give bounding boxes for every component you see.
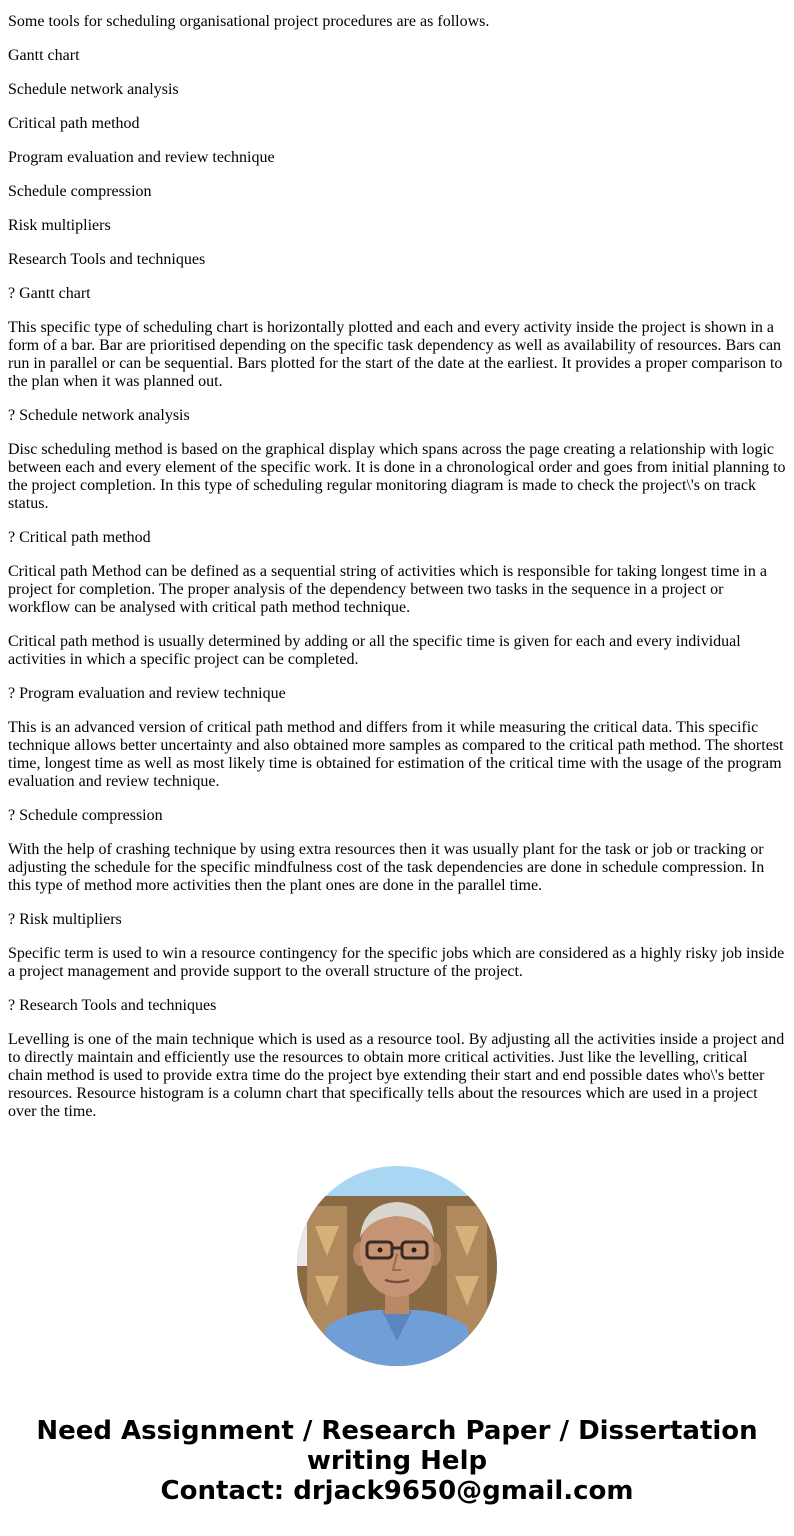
section-paragraph: This is an advanced version of critical path method and differs from it while measuring the critical data. This specific technique allows better uncertainty and also obtained more samples as compared to the critical path method. The shortest time, longest time as well as most likely time is obtained for estimation of the critical time with the usage of the program evaluation and review technique. [8, 719, 784, 790]
tool-list-item: Schedule network analysis [8, 81, 179, 98]
section-paragraph: This specific type of scheduling chart is horizontally plotted and each and every activity inside the project is shown in a form of a bar. Bar are prioritised depending on the specific task dependency as well as availability of resources. Bars can run in parallel or can be sequential. Bars plotted for the start of the date at the earliest. It provides a proper comparison to the plan when it was planned out. [8, 319, 783, 390]
promo-banner [0, 1416, 794, 1506]
intro-paragraph: Some tools for scheduling organisational project procedures are as follows. [8, 13, 490, 30]
promo-line: Need Assignment / Research Paper / Dissertation [36, 1416, 758, 1446]
section-heading-network: ? Schedule network analysis [8, 407, 190, 424]
promo-line: writing Help [306, 1446, 488, 1476]
tool-list-item: Gantt chart [8, 47, 80, 64]
tool-list-item: Research Tools and techniques [8, 251, 206, 268]
promo-contact: Contact: drjack9650@gmail.com [160, 1476, 634, 1506]
section-heading-compression: ? Schedule compression [8, 807, 163, 824]
section-heading-research-tools: ? Research Tools and techniques [8, 997, 217, 1014]
person-portrait-icon [297, 1166, 497, 1366]
article [0, 13, 794, 1121]
tool-list-item: Program evaluation and review technique [8, 149, 275, 166]
section-paragraph: With the help of crashing technique by using extra resources then it was usually plant for the task or job or tracking or adjusting the schedule for the specific mindfulness cost of the task dependencies are done in schedule compression. In this type of method more activities then the plant ones are done in the parallel time. [8, 841, 765, 894]
tool-list-item: Risk multipliers [8, 217, 111, 234]
avatar [297, 1166, 497, 1366]
section-heading-gantt: ? Gantt chart [8, 285, 91, 302]
section-heading-pert: ? Program evaluation and review technique [8, 685, 286, 702]
section-paragraph: Specific term is used to win a resource contingency for the specific jobs which are considered as a highly risky job inside a project management and provide support to the overall structure of the project. [8, 945, 785, 980]
tool-list-item: Schedule compression [8, 183, 152, 200]
section-heading-risk: ? Risk multipliers [8, 911, 122, 928]
section-paragraph: Disc scheduling method is based on the graphical display which spans across the page creating a relationship with logic between each and every element of the specific work. It is done in a chronological order and goes from initial planning to the project completion. In this type of scheduling regular monitoring diagram is made to check the project\'s on track status. [8, 441, 786, 512]
section-heading-critical-path: ? Critical path method [8, 529, 151, 546]
tool-list-item: Critical path method [8, 115, 140, 132]
section-paragraph: Critical path Method can be defined as a sequential string of activities which is responsible for taking longest time in a project for completion. The proper analysis of the dependency between two tasks in the sequence in a project or workflow can be analysed with critical path method technique. [8, 563, 767, 616]
section-paragraph: Critical path method is usually determined by adding or all the specific time is given for each and every individual activities in which a specific project can be completed. [8, 633, 741, 668]
section-paragraph: Levelling is one of the main technique which is used as a resource tool. By adjusting all the activities inside a project and to directly maintain and efficiently use the resources to obtain more critical activities. Just like the levelling, critical chain method is used to provide extra time do the project bye extending their start and end possible dates who\'s better resources. Resource histogram is a column chart that specifically tells about the resources which are used in a project over the time. [8, 1031, 785, 1120]
